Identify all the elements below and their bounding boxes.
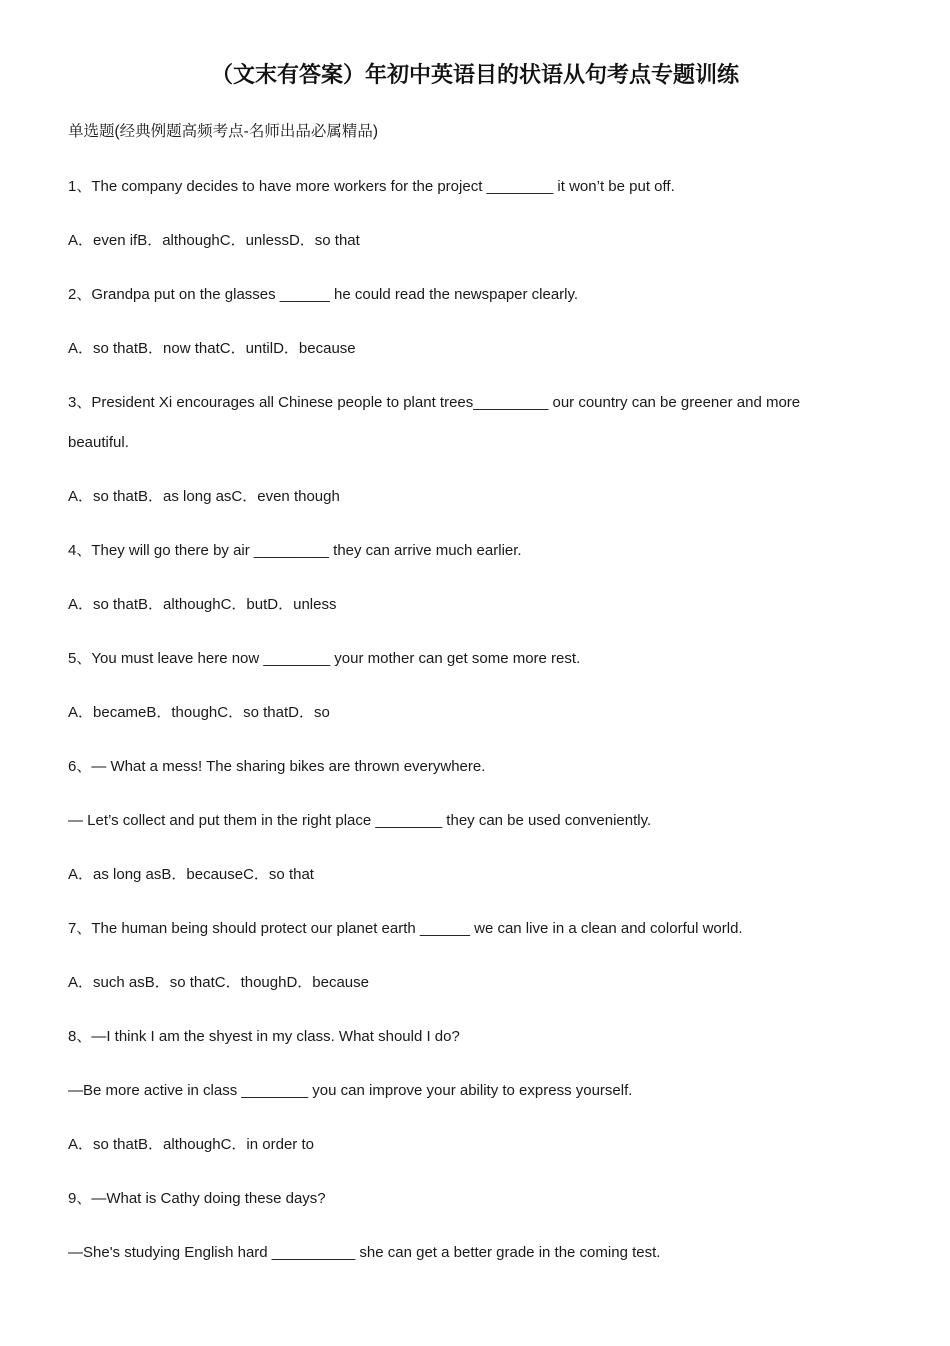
- section-label: 单选题(经典例题高频考点-名师出品必属精品): [68, 123, 378, 140]
- question-3-options: A．so thatB．as long asC．even though: [68, 488, 340, 505]
- question-1-stem: 1、The company decides to have more workers for the project ________ it won’t be put off.: [68, 178, 675, 195]
- question-6-reply: — Let’s collect and put them in the right place ________ they can be used conveniently.: [68, 812, 652, 829]
- question-7-options: A．such asB．so thatC．thoughD．because: [68, 974, 369, 991]
- question-6-stem: 6、— What a mess! The sharing bikes are thrown everywhere.: [68, 758, 486, 775]
- question-4-options: A．so thatB．althoughC．butD．unless: [68, 596, 337, 613]
- question-8-reply: —Be more active in class ________ you can improve your ability to express yourself.: [68, 1082, 633, 1099]
- question-4-stem: 4、They will go there by air _________ they can arrive much earlier.: [68, 542, 522, 559]
- question-3-stem-continued: beautiful.: [68, 434, 129, 451]
- question-5-stem: 5、You must leave here now ________ your mother can get some more rest.: [68, 650, 581, 667]
- question-8-options: A．so thatB．althoughC．in order to: [68, 1136, 314, 1153]
- question-6-options: A．as long asB．becauseC．so that: [68, 866, 314, 883]
- question-9-reply: —She's studying English hard __________ she can get a better grade in the coming test.: [68, 1244, 661, 1261]
- question-5-options: A．becameB．thoughC．so thatD．so: [68, 704, 330, 721]
- question-9-stem: 9、—What is Cathy doing these days?: [68, 1190, 326, 1207]
- question-2-options: A．so thatB．now thatC．untilD．because: [68, 340, 356, 357]
- question-2-stem: 2、Grandpa put on the glasses ______ he could read the newspaper clearly.: [68, 286, 579, 303]
- document-title: （文末有答案）年初中英语目的状语从句考点专题训练: [210, 62, 739, 87]
- question-3-stem: 3、President Xi encourages all Chinese people to plant trees_________ our country can be greener and more: [68, 394, 801, 411]
- question-1-options: A．even ifB．althoughC．unlessD．so that: [68, 232, 360, 249]
- question-8-stem: 8、—I think I am the shyest in my class. What should I do?: [68, 1028, 460, 1045]
- question-7-stem: 7、The human being should protect our planet earth ______ we can live in a clean and colorful world.: [68, 920, 743, 937]
